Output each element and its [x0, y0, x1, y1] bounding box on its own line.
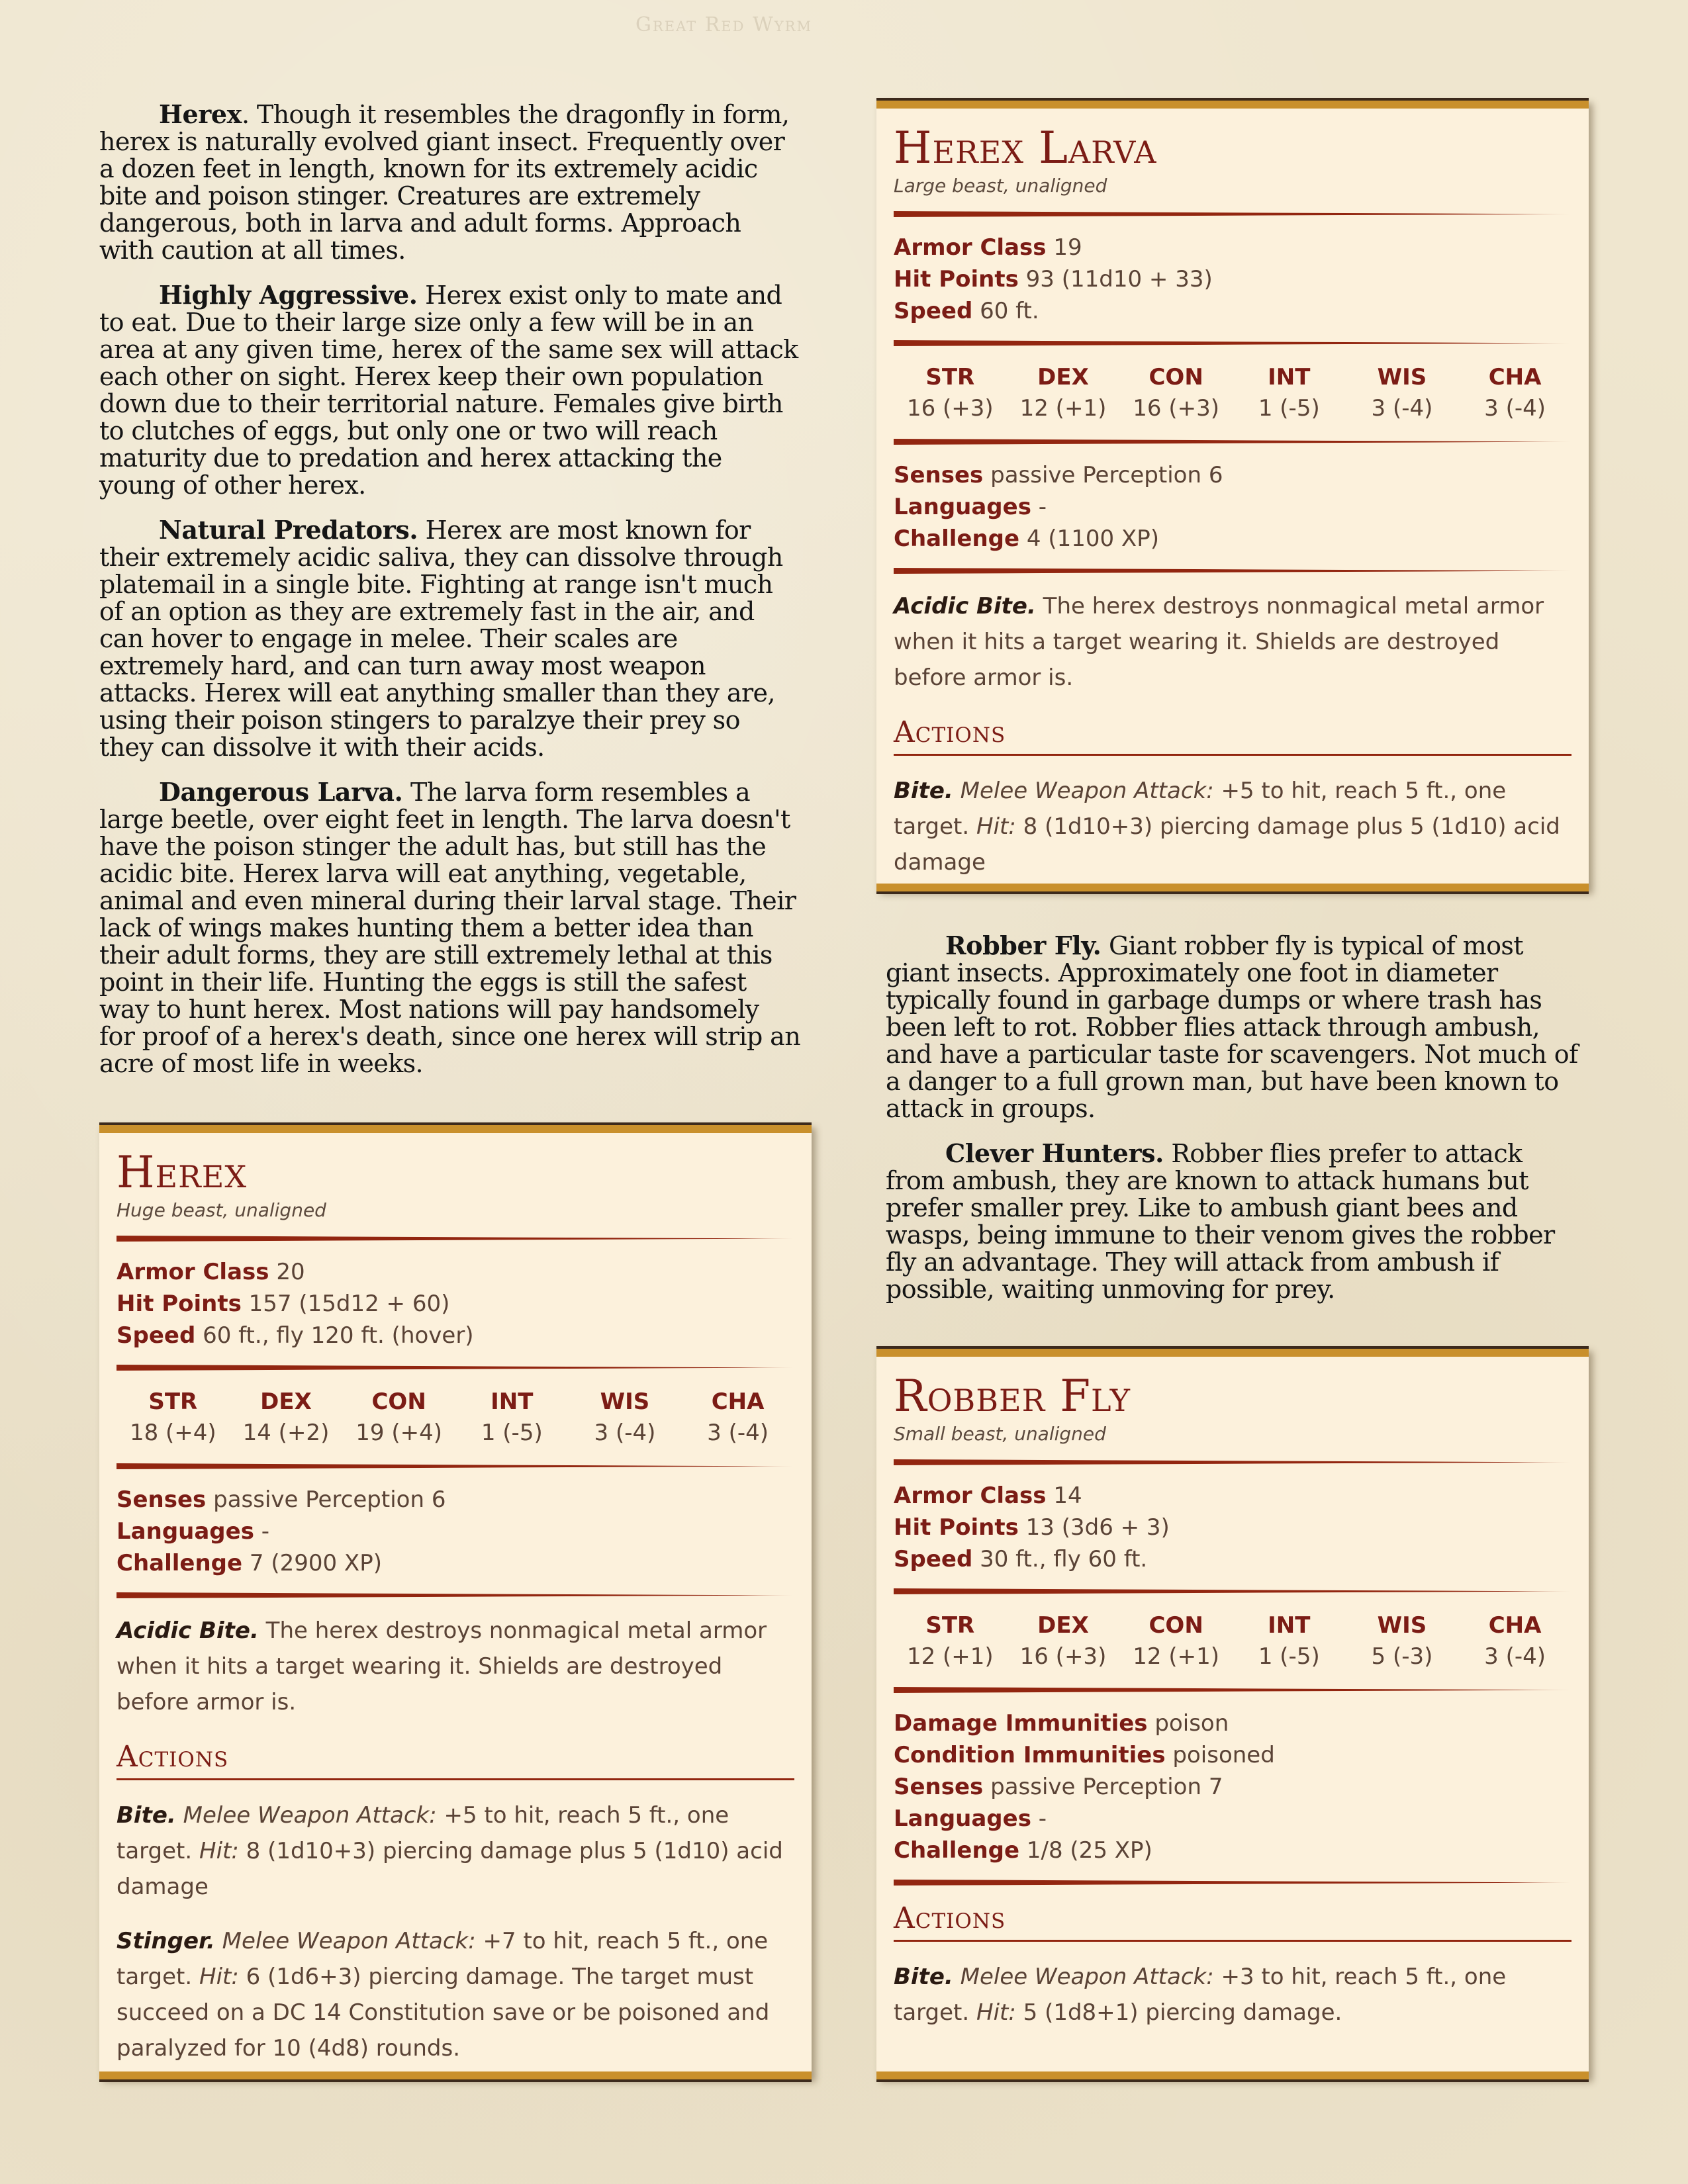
- action-bite: Bite. Melee Weapon Attack: +3 to hit, reach 5 ft., one target. Hit: 5 (1d8+1) piercing damage.: [894, 1964, 1507, 2026]
- prose-clever-hunters: Clever Hunters. Robber flies prefer to attack from ambush, they are known to attack humans but prefer smaller prey. Like to ambush giant bees and wasps, being immune to their venom gives the robber fly an advantage. They will attack from ambush if possible, waiting unmoving for prey.: [886, 1138, 1555, 1304]
- languages: Languages -: [117, 1518, 270, 1545]
- actions-heading: Actions: [117, 1739, 794, 1780]
- monster-name: Herex: [117, 1147, 248, 1198]
- actions-heading: Actions: [894, 714, 1571, 756]
- ability-cha: CHA 3 (-4): [1484, 364, 1546, 422]
- divider: [117, 1236, 794, 1242]
- ability-dex: DEX 14 (+2): [242, 1388, 330, 1446]
- ability-str: STR 12 (+1): [906, 1612, 994, 1670]
- ability-str: STR 18 (+4): [129, 1388, 216, 1446]
- armor-class: Armor Class 14: [894, 1482, 1082, 1509]
- speed: Speed 30 ft., fly 60 ft.: [894, 1546, 1148, 1572]
- action-bite: Bite. Melee Weapon Attack: +5 to hit, reach 5 ft., one target. Hit: 8 (1d10+3) piercing damage plus 5 (1d10) acid damage: [894, 778, 1560, 876]
- trait-acidic-bite: Acidic Bite. The herex destroys nonmagical metal armor when it hits a target wearing it. Shields are destroyed before armor is.: [117, 1617, 767, 1715]
- armor-class: Armor Class 19: [894, 234, 1082, 261]
- ability-wis: WIS 5 (-3): [1371, 1612, 1433, 1670]
- senses: Senses passive Perception 7: [894, 1774, 1223, 1800]
- senses: Senses passive Perception 6: [894, 462, 1223, 488]
- ability-dex: DEX 12 (+1): [1019, 364, 1107, 422]
- ability-scores: [894, 1609, 1571, 1671]
- statblock-robber-fly: [876, 1349, 1589, 2079]
- ability-dex: DEX 16 (+3): [1019, 1612, 1107, 1670]
- ability-cha: CHA 3 (-4): [707, 1388, 769, 1446]
- ability-scores: [894, 361, 1571, 423]
- languages: Languages -: [894, 494, 1047, 520]
- ability-int: INT 1 (-5): [1258, 364, 1320, 422]
- monster-type: Small beast, unaligned: [894, 1423, 1106, 1445]
- challenge: Challenge 4 (1100 XP): [894, 525, 1159, 552]
- ability-wis: WIS 3 (-4): [1371, 364, 1433, 422]
- prose-herex: Herex. Though it resembles the dragonfly in form, herex is naturally evolved giant insect. Frequently over a dozen feet in length, known for its extremely acidic bite and poison stinger. Creatures are extremely dangerous, both in larva and adult forms. Approach with caution at all times.: [99, 99, 790, 265]
- monster-name: Herex Larva: [894, 122, 1157, 173]
- ability-wis: WIS 3 (-4): [594, 1388, 656, 1446]
- condition-immunities: Condition Immunities poisoned: [894, 1742, 1275, 1768]
- statblock-herex: [99, 1125, 812, 2079]
- ability-int: INT 1 (-5): [1258, 1612, 1320, 1670]
- speed: Speed 60 ft., fly 120 ft. (hover): [117, 1322, 474, 1349]
- divider: [894, 568, 1571, 574]
- action-stinger: Stinger. Melee Weapon Attack: +7 to hit, reach 5 ft., one target. Hit: 6 (1d6+3) piercing damage. The target must succeed on a DC 14 Constitution save or be poisoned and paralyzed for 10 (4d8) rounds.: [117, 1928, 770, 2062]
- divider: [894, 1588, 1571, 1594]
- trait-acidic-bite: Acidic Bite. The herex destroys nonmagical metal armor when it hits a target wearing it. Shields are destroyed before armor is.: [894, 593, 1544, 691]
- hit-points: Hit Points 13 (3d6 + 3): [894, 1514, 1170, 1541]
- divider: [117, 1592, 794, 1598]
- ability-con: CON 19 (+4): [355, 1388, 442, 1446]
- divider: [117, 1365, 794, 1371]
- languages: Languages -: [894, 1805, 1047, 1832]
- ability-str: STR 16 (+3): [906, 364, 994, 422]
- divider: [894, 1687, 1571, 1693]
- hit-points: Hit Points 93 (11d10 + 33): [894, 266, 1213, 293]
- actions-heading: Actions: [894, 1900, 1571, 1942]
- senses: Senses passive Perception 6: [117, 1486, 446, 1513]
- divider: [894, 1459, 1571, 1465]
- ability-cha: CHA 3 (-4): [1484, 1612, 1546, 1670]
- damage-immunities: Damage Immunities poison: [894, 1710, 1229, 1737]
- challenge: Challenge 7 (2900 XP): [117, 1550, 382, 1576]
- prose-dangerous-larva: Dangerous Larva. The larva form resembles a large beetle, over eight feet in length. The larva doesn't have the poison stinger the adult has, but still has the acidic bite. Herex larva will eat anything, vegetable, animal and even mineral during their larval stage. Their lack of wings makes hunting them a better idea than their adult forms, they are still extremely lethal at this point in their life. Hunting the eggs is still the safest way to hunt herex. Most nations will pay handsomely for proof of a herex's death, since one herex will strip an acre of most life in weeks.: [99, 777, 801, 1078]
- divider: [894, 1880, 1571, 1886]
- prose-natural-predators: Natural Predators. Herex are most known for their extremely acidic saliva, they can dissolve through platemail in a single bite. Fighting at range isn't much of an option as they are extremely fast in the air, and can hover to engage in melee. Their scales are extremely hard, and can turn away most weapon attacks. Herex will eat anything smaller than they are, using their poison stingers to paralzye their prey so they can dissolve it with their acids.: [99, 515, 783, 762]
- monster-type: Huge beast, unaligned: [117, 1199, 326, 1221]
- prose-highly-aggressive: Highly Aggressive. Herex exist only to mate and to eat. Due to their large size only a few will be in an area at any given time, herex of the same sex will attack each other on sight. Herex keep their own population down due to their territorial nature. Females give birth to clutches of eggs, but only one or two will reach maturity due to predation and herex attacking the young of other herex.: [99, 280, 798, 500]
- ability-con: CON 12 (+1): [1133, 1612, 1219, 1670]
- speed: Speed 60 ft.: [894, 298, 1039, 324]
- divider: [117, 1463, 794, 1469]
- challenge: Challenge 1/8 (25 XP): [894, 1837, 1152, 1864]
- hit-points: Hit Points 157 (15d12 + 60): [117, 1291, 450, 1317]
- action-bite: Bite. Melee Weapon Attack: +5 to hit, reach 5 ft., one target. Hit: 8 (1d10+3) piercing damage plus 5 (1d10) acid damage: [117, 1802, 783, 1900]
- left-prose: [99, 101, 801, 1095]
- divider: [894, 439, 1571, 445]
- ability-int: INT 1 (-5): [481, 1388, 543, 1446]
- ability-scores: [117, 1385, 794, 1447]
- watermark: Great Red Wyrm: [635, 13, 812, 36]
- ability-con: CON 16 (+3): [1133, 364, 1219, 422]
- divider: [894, 211, 1571, 217]
- right-prose: [886, 932, 1587, 1320]
- monster-name: Robber Fly: [894, 1371, 1131, 1422]
- armor-class: Armor Class 20: [117, 1259, 305, 1285]
- monster-type: Large beast, unaligned: [894, 175, 1107, 197]
- prose-robber-fly: Robber Fly. Giant robber fly is typical of most giant insects. Approximately one foot in diameter typically found in garbage dumps or where trash has been left to rot. Robber flies attack through ambush, and have a particular taste for scavengers. Not much of a danger to a full grown man, but have been known to attack in groups.: [886, 931, 1578, 1123]
- divider: [894, 340, 1571, 346]
- statblock-herex-larva: [876, 101, 1589, 891]
